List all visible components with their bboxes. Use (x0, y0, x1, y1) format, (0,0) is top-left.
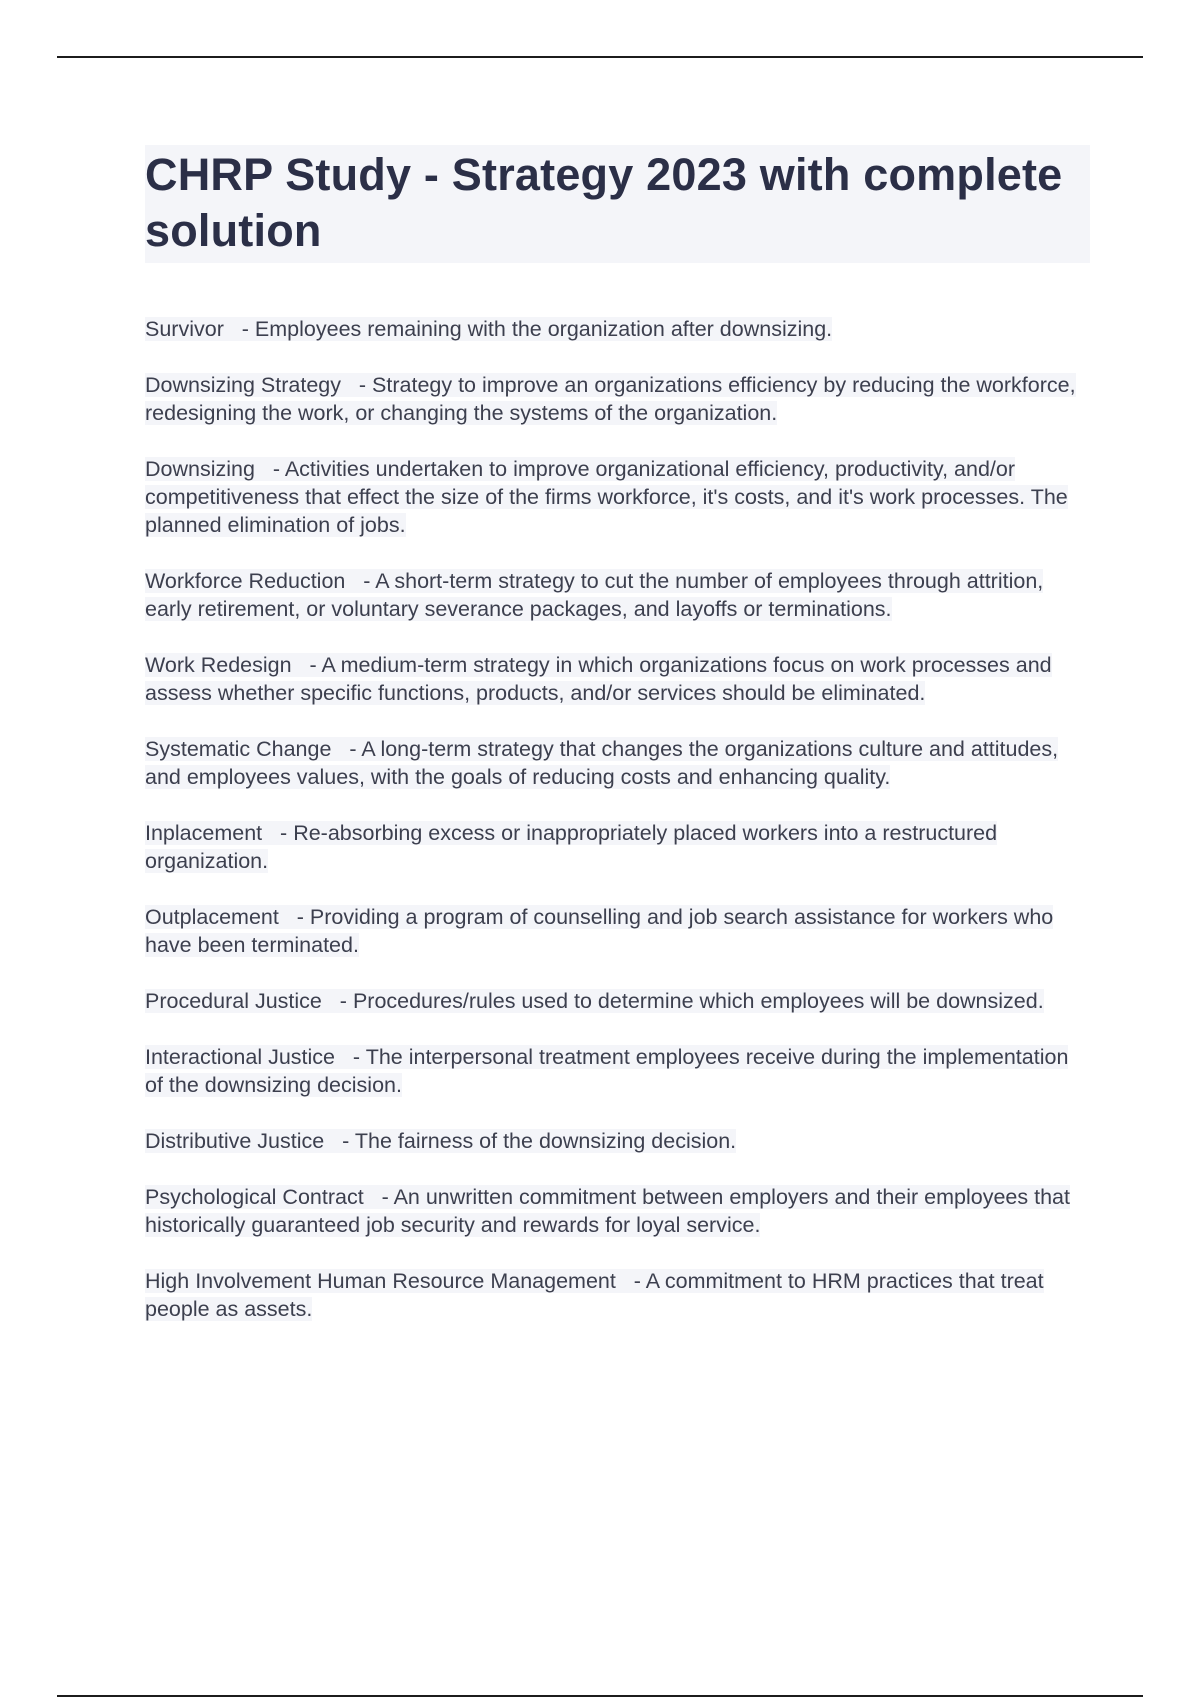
flashcard (145, 735, 1090, 791)
flashcard-definition: Activities undertaken to improve organizational efficiency, productivity, and/or competitiveness that effect the size of the firms workforce, it's costs, and it's work processes. The planned elimination of jobs. (145, 457, 1068, 537)
flashcard (145, 987, 1090, 1015)
flashcard-term: Inplacement (145, 821, 263, 845)
flashcard-definition: A commitment to HRM practices that treat people as assets. (145, 1269, 1044, 1321)
top-divider (57, 56, 1143, 58)
term-definition-separator: - (321, 989, 353, 1013)
flashcard (145, 1127, 1090, 1155)
document-body (145, 145, 1090, 1351)
flashcard (145, 455, 1090, 539)
document-title: CHRP Study - Strategy 2023 with complete solution (145, 149, 1063, 256)
flashcard-definition: Providing a program of counselling and job search assistance for workers who have been terminated. (145, 905, 1054, 957)
flashcard (145, 1043, 1090, 1099)
flashcard-term: Distributive Justice (145, 1129, 325, 1153)
bottom-divider (57, 1695, 1143, 1697)
flashcard (145, 371, 1090, 427)
flashcard-term: Interactional Justice (145, 1045, 336, 1069)
flashcard-definition: A long-term strategy that changes the organizations culture and attitudes, and employees values, with the goals of reducing costs and enhancing quality. (145, 737, 1059, 789)
term-definition-separator: - (291, 653, 322, 677)
term-definition-separator: - (278, 905, 310, 929)
flashcard (145, 315, 1090, 343)
flashcard (145, 567, 1090, 623)
flashcard (145, 903, 1090, 959)
flashcard-definition: An unwritten commitment between employers and their employees that historically guaranteed job security and rewards for loyal service. (145, 1185, 1070, 1237)
flashcard-term: Psychological Contract (145, 1185, 364, 1209)
term-definition-separator: - (345, 569, 376, 593)
flashcard-term: Downsizing (145, 457, 255, 481)
flashcard-definition: Employees remaining with the organization after downsizing. (254, 317, 833, 341)
flashcard-definition: The fairness of the downsizing decision. (354, 1129, 737, 1153)
flashcard-term: Downsizing Strategy (145, 373, 341, 397)
flashcard-term: Survivor (145, 317, 224, 341)
term-definition-separator: - (262, 821, 294, 845)
term-definition-separator: - (615, 1269, 646, 1293)
flashcard-list (145, 315, 1090, 1323)
flashcard-definition: Re-absorbing excess or inappropriately placed workers into a restructured organization. (145, 821, 998, 873)
flashcard-definition: Strategy to improve an organizations efficiency by reducing the workforce, redesigning the work, or changing the systems of the organization. (145, 373, 1076, 425)
flashcard-definition: A short-term strategy to cut the number of employees through attrition, early retirement, or voluntary severance packages, and layoffs or terminations. (145, 569, 1044, 621)
flashcard-definition: The interpersonal treatment employees receive during the implementation of the downsizing decision. (145, 1045, 1069, 1097)
term-definition-separator: - (335, 1045, 366, 1069)
term-definition-separator: - (363, 1185, 394, 1209)
flashcard (145, 1183, 1090, 1239)
flashcard-term: High Involvement Human Resource Management (145, 1269, 616, 1293)
flashcard-term: Outplacement (145, 905, 279, 929)
title-block (145, 145, 1090, 263)
term-definition-separator: - (340, 373, 373, 397)
flashcard-definition: A medium-term strategy in which organizations focus on work processes and assess whether specific functions, products, and/or services should be eliminated. (145, 653, 1052, 705)
flashcard-term: Systematic Change (145, 737, 332, 761)
term-definition-separator: - (324, 1129, 355, 1153)
flashcard-term: Workforce Reduction (145, 569, 346, 593)
flashcard-definition: Procedures/rules used to determine which employees will be downsized. (352, 989, 1044, 1013)
term-definition-separator: - (223, 317, 255, 341)
flashcard (145, 1267, 1090, 1323)
term-definition-separator: - (254, 457, 285, 481)
flashcard-term: Procedural Justice (145, 989, 322, 1013)
term-definition-separator: - (331, 737, 362, 761)
flashcard (145, 651, 1090, 707)
flashcard (145, 819, 1090, 875)
flashcard-term: Work Redesign (145, 653, 292, 677)
